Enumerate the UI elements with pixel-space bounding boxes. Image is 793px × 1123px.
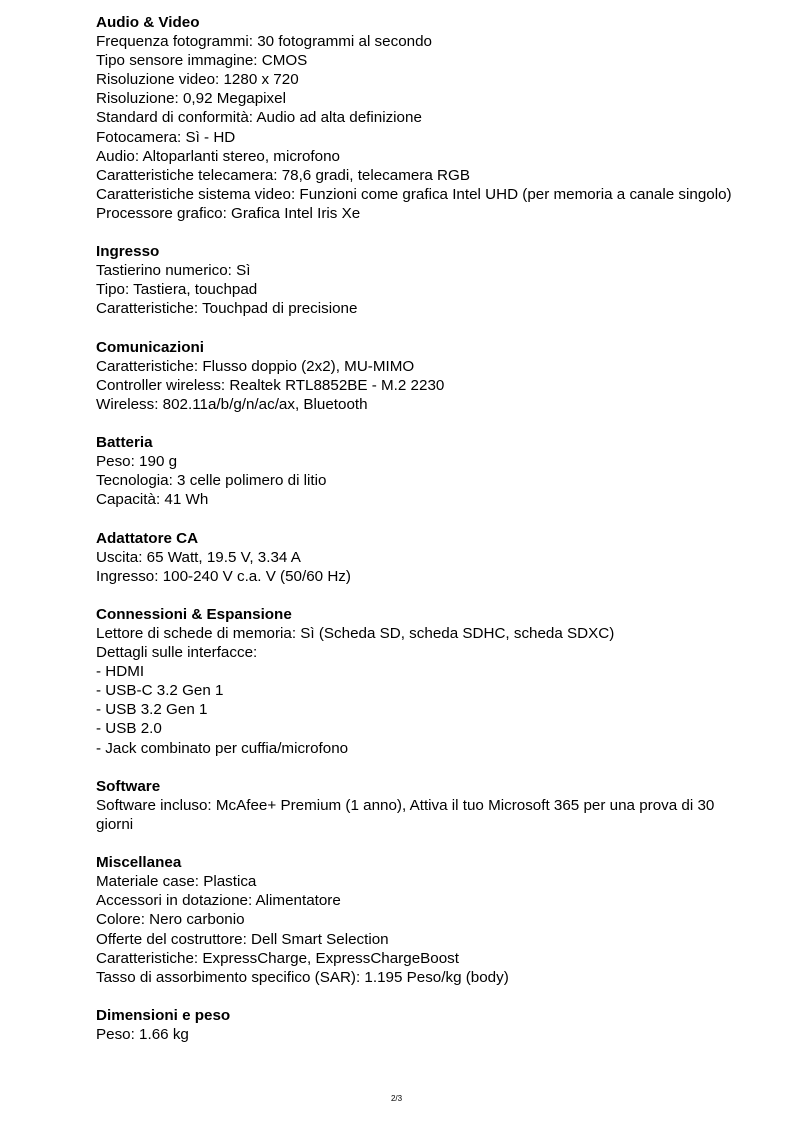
page-number: 2/3 [390, 1094, 403, 1103]
spec-line: Accessori in dotazione: Alimentatore [96, 892, 341, 910]
spec-line: Tastierino numerico: Sì [96, 262, 251, 280]
spec-line: - Jack combinato per cuffia/microfono [96, 739, 349, 757]
spec-line: Fotocamera: Sì - HD [96, 128, 236, 146]
spec-line: Tecnologia: 3 celle polimero di litio [96, 472, 327, 490]
spec-line: Caratteristiche telecamera: 78,6 gradi, telecamera RGB [96, 166, 470, 184]
spec-line: Caratteristiche: Flusso doppio (2x2), MU-MIMO [96, 357, 415, 375]
section-heading: Software [96, 777, 161, 795]
spec-line: Risoluzione video: 1280 x 720 [96, 71, 299, 89]
section-heading: Adattatore CA [96, 529, 199, 547]
spec-section [96, 605, 746, 758]
spec-line: Peso: 1.66 kg [96, 1025, 189, 1043]
spec-section [96, 777, 746, 834]
spec-section [96, 529, 746, 586]
spec-line: Software incluso: McAfee+ Premium (1 anno), Attiva il tuo Microsoft 365 per una prova di 30 giorni [96, 796, 715, 833]
spec-line: Caratteristiche sistema video: Funzioni come grafica Intel UHD (per memoria a canale singolo) [96, 185, 732, 203]
document-body [96, 13, 746, 1044]
spec-line: Caratteristiche: ExpressCharge, ExpressChargeBoost [96, 949, 459, 967]
spec-line: Offerte del costruttore: Dell Smart Selection [96, 930, 389, 948]
spec-section [96, 433, 746, 509]
section-heading: Comunicazioni [96, 338, 205, 356]
section-heading: Audio & Video [96, 14, 200, 31]
spec-line: Controller wireless: Realtek RTL8852BE - M.2 2230 [96, 376, 445, 394]
spec-line: Tipo: Tastiera, touchpad [96, 281, 258, 299]
spec-line: - USB 2.0 [96, 720, 162, 738]
section-heading: Miscellanea [96, 854, 182, 872]
spec-section [96, 1006, 746, 1044]
spec-line: - USB 3.2 Gen 1 [96, 701, 208, 719]
spec-line: Materiale case: Plastica [96, 873, 257, 891]
spec-line: Tipo sensore immagine: CMOS [96, 52, 308, 70]
spec-line: Lettore di schede di memoria: Sì (Scheda SD, scheda SDHC, scheda SDXC) [96, 625, 615, 642]
spec-line: Colore: Nero carbonio [96, 911, 245, 929]
spec-line: Processore grafico: Grafica Intel Iris Xe [96, 204, 361, 222]
spec-section [96, 242, 746, 318]
section-heading: Ingresso [96, 243, 160, 261]
spec-line: Standard di conformità: Audio ad alta definizione [96, 109, 422, 127]
spec-line: - USB-C 3.2 Gen 1 [96, 682, 224, 700]
spec-line: Caratteristiche: Touchpad di precisione [96, 300, 358, 318]
spec-line: Frequenza fotogrammi: 30 fotogrammi al secondo [96, 33, 432, 51]
spec-line: Capacità: 41 Wh [96, 491, 209, 509]
section-heading: Dimensioni e peso [96, 1006, 231, 1024]
spec-line: Peso: 190 g [96, 453, 178, 471]
spec-section [96, 338, 746, 414]
spec-line: Wireless: 802.11a/b/g/n/ac/ax, Bluetooth [96, 395, 368, 413]
spec-line: Uscita: 65 Watt, 19.5 V, 3.34 A [96, 548, 301, 566]
spec-line: Risoluzione: 0,92 Megapixel [96, 90, 286, 108]
spec-line: Ingresso: 100-240 V c.a. V (50/60 Hz) [96, 567, 351, 585]
section-heading: Batteria [96, 434, 153, 452]
spec-line: Tasso di assorbimento specifico (SAR): 1.195 Peso/kg (body) [96, 968, 509, 986]
spec-line: Dettagli sulle interfacce: [96, 644, 258, 662]
spec-section [96, 13, 746, 223]
section-heading: Connessioni & Espansione [96, 605, 292, 623]
spec-line: - HDMI [96, 663, 145, 681]
spec-section [96, 853, 746, 987]
spec-line: Audio: Altoparlanti stereo, microfono [96, 147, 340, 165]
